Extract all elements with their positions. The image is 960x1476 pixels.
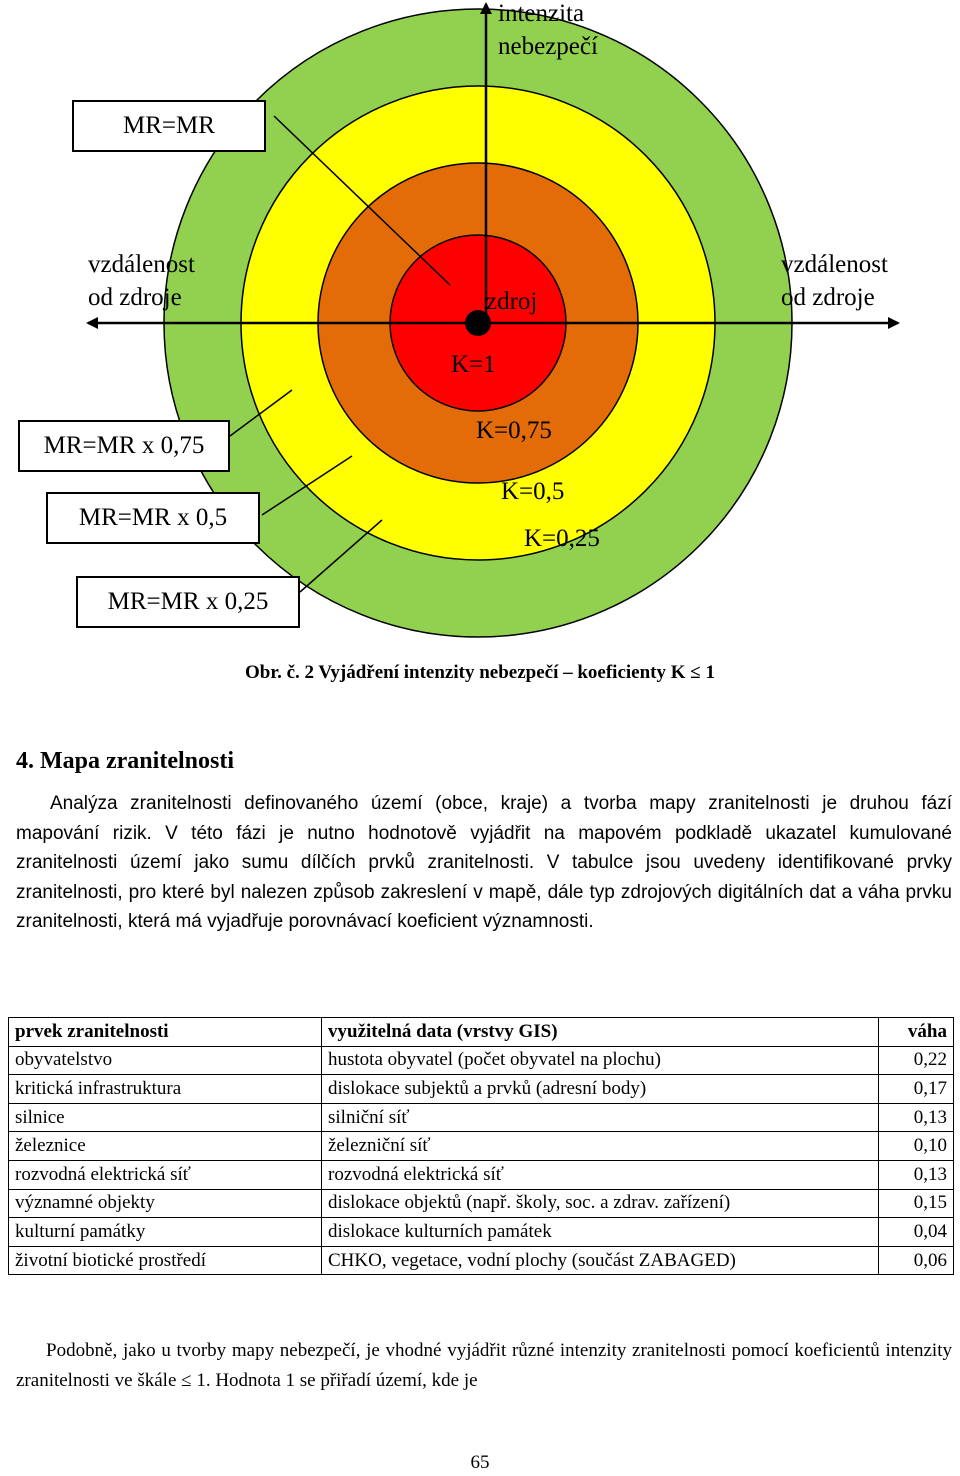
source-label: zdroj [486,288,538,315]
section-heading: 4. Mapa zranitelnosti [16,748,234,774]
table-row [9,1218,954,1247]
table-row [9,1046,954,1075]
table-cell: hustota obyvatel (počet obyvatel na plochu) [322,1046,879,1075]
left-label-line-2: od zdroje [88,284,182,311]
table-header-cell: prvek zranitelnosti [9,1018,322,1047]
table-cell: silnice [9,1103,322,1132]
table-row [9,1132,954,1161]
table-cell: dislokace objektů (např. školy, soc. a zdrav. zařízení) [322,1189,879,1218]
table-cell: 0,10 [879,1132,954,1161]
table-cell: kulturní památky [9,1218,322,1247]
y-axis-label [498,0,598,63]
k-label-075: K=0,75 [476,417,552,444]
hazard-intensity-diagram [0,0,960,660]
right-label-line-2: od zdroje [781,284,875,311]
right-distance-label [781,248,888,314]
table-cell: rozvodná elektrická síť [9,1160,322,1189]
k-label-1: K=1 [451,351,496,378]
table-cell: kritická infrastruktura [9,1075,322,1104]
table-header-cell: využitelná data (vrstvy GIS) [322,1018,879,1047]
y-axis-label-line-1: intenzita [498,0,585,27]
table-row [9,1103,954,1132]
left-distance-label [88,248,195,314]
vulnerability-table [8,1017,954,1275]
table-cell: 0,22 [879,1046,954,1075]
table-cell: CHKO, vegetace, vodní plochy (součást ZABAGED) [322,1246,879,1275]
table-header-cell: váha [879,1018,954,1047]
table-row [9,1189,954,1218]
figure-caption: Obr. č. 2 Vyjádření intenzity nebezpečí – koeficienty K ≤ 1 [245,662,715,683]
k-label-025: K=0,25 [524,525,600,552]
table-cell: dislokace kulturních památek [322,1218,879,1247]
table-header-row [9,1018,954,1047]
table-cell: obyvatelstvo [9,1046,322,1075]
table-cell: 0,13 [879,1160,954,1189]
left-label-line-1: vzdálenost [88,251,195,278]
table-row [9,1246,954,1275]
table-row [9,1075,954,1104]
table-cell: železnice [9,1132,322,1161]
box-mr-075: MR=MR x 0,75 [18,420,230,472]
table-cell: 0,17 [879,1075,954,1104]
table-cell: významné objekty [9,1189,322,1218]
k-label-05: K=0,5 [501,478,565,505]
table-row [9,1160,954,1189]
table-cell: 0,04 [879,1218,954,1247]
table-cell: dislokace subjektů a prvků (adresní body) [322,1075,879,1104]
right-label-line-1: vzdálenost [781,251,888,278]
table-cell: rozvodná elektrická síť [322,1160,879,1189]
table-cell: silniční síť [322,1103,879,1132]
box-mr: MR=MR [72,100,266,152]
box-mr-025: MR=MR x 0,25 [76,576,300,628]
table-cell: 0,15 [879,1189,954,1218]
page-number: 65 [470,1452,490,1473]
table-cell: železniční síť [322,1132,879,1161]
box-mr-05: MR=MR x 0,5 [46,492,260,544]
y-axis-label-line-2: nebezpečí [498,33,598,60]
table-cell: 0,06 [879,1246,954,1275]
closing-paragraph: Podobně, jako u tvorby mapy nebezpečí, je vhodné vyjádřit různé intenzity zranitelnosti pomocí koeficientů intenzity zranitelnosti ve škále ≤ 1. Hodnota 1 se přiřadí území, kde je [16,1340,952,1391]
table-cell: 0,13 [879,1103,954,1132]
table-cell: životní biotické prostředí [9,1246,322,1275]
section-paragraph: Analýza zranitelnosti definovaného území (obce, kraje) a tvorba mapy zranitelnosti je druhou fází mapování rizik. V této fázi je nutno hodnotově vyjádřit na mapovém podkladě ukazatel kumulované zranitelnosti území jako sumu dílčích prvků zranitelnosti. V tabulce jsou uvedeny identifikované prvky zranitelnosti, pro které byl nalezen způsob zakreslení v mapě, dále typ zdrojových digitálních dat a váha prvku zranitelnosti, která má vyjadřuje porovnávací koeficient významnosti. [16,793,952,933]
